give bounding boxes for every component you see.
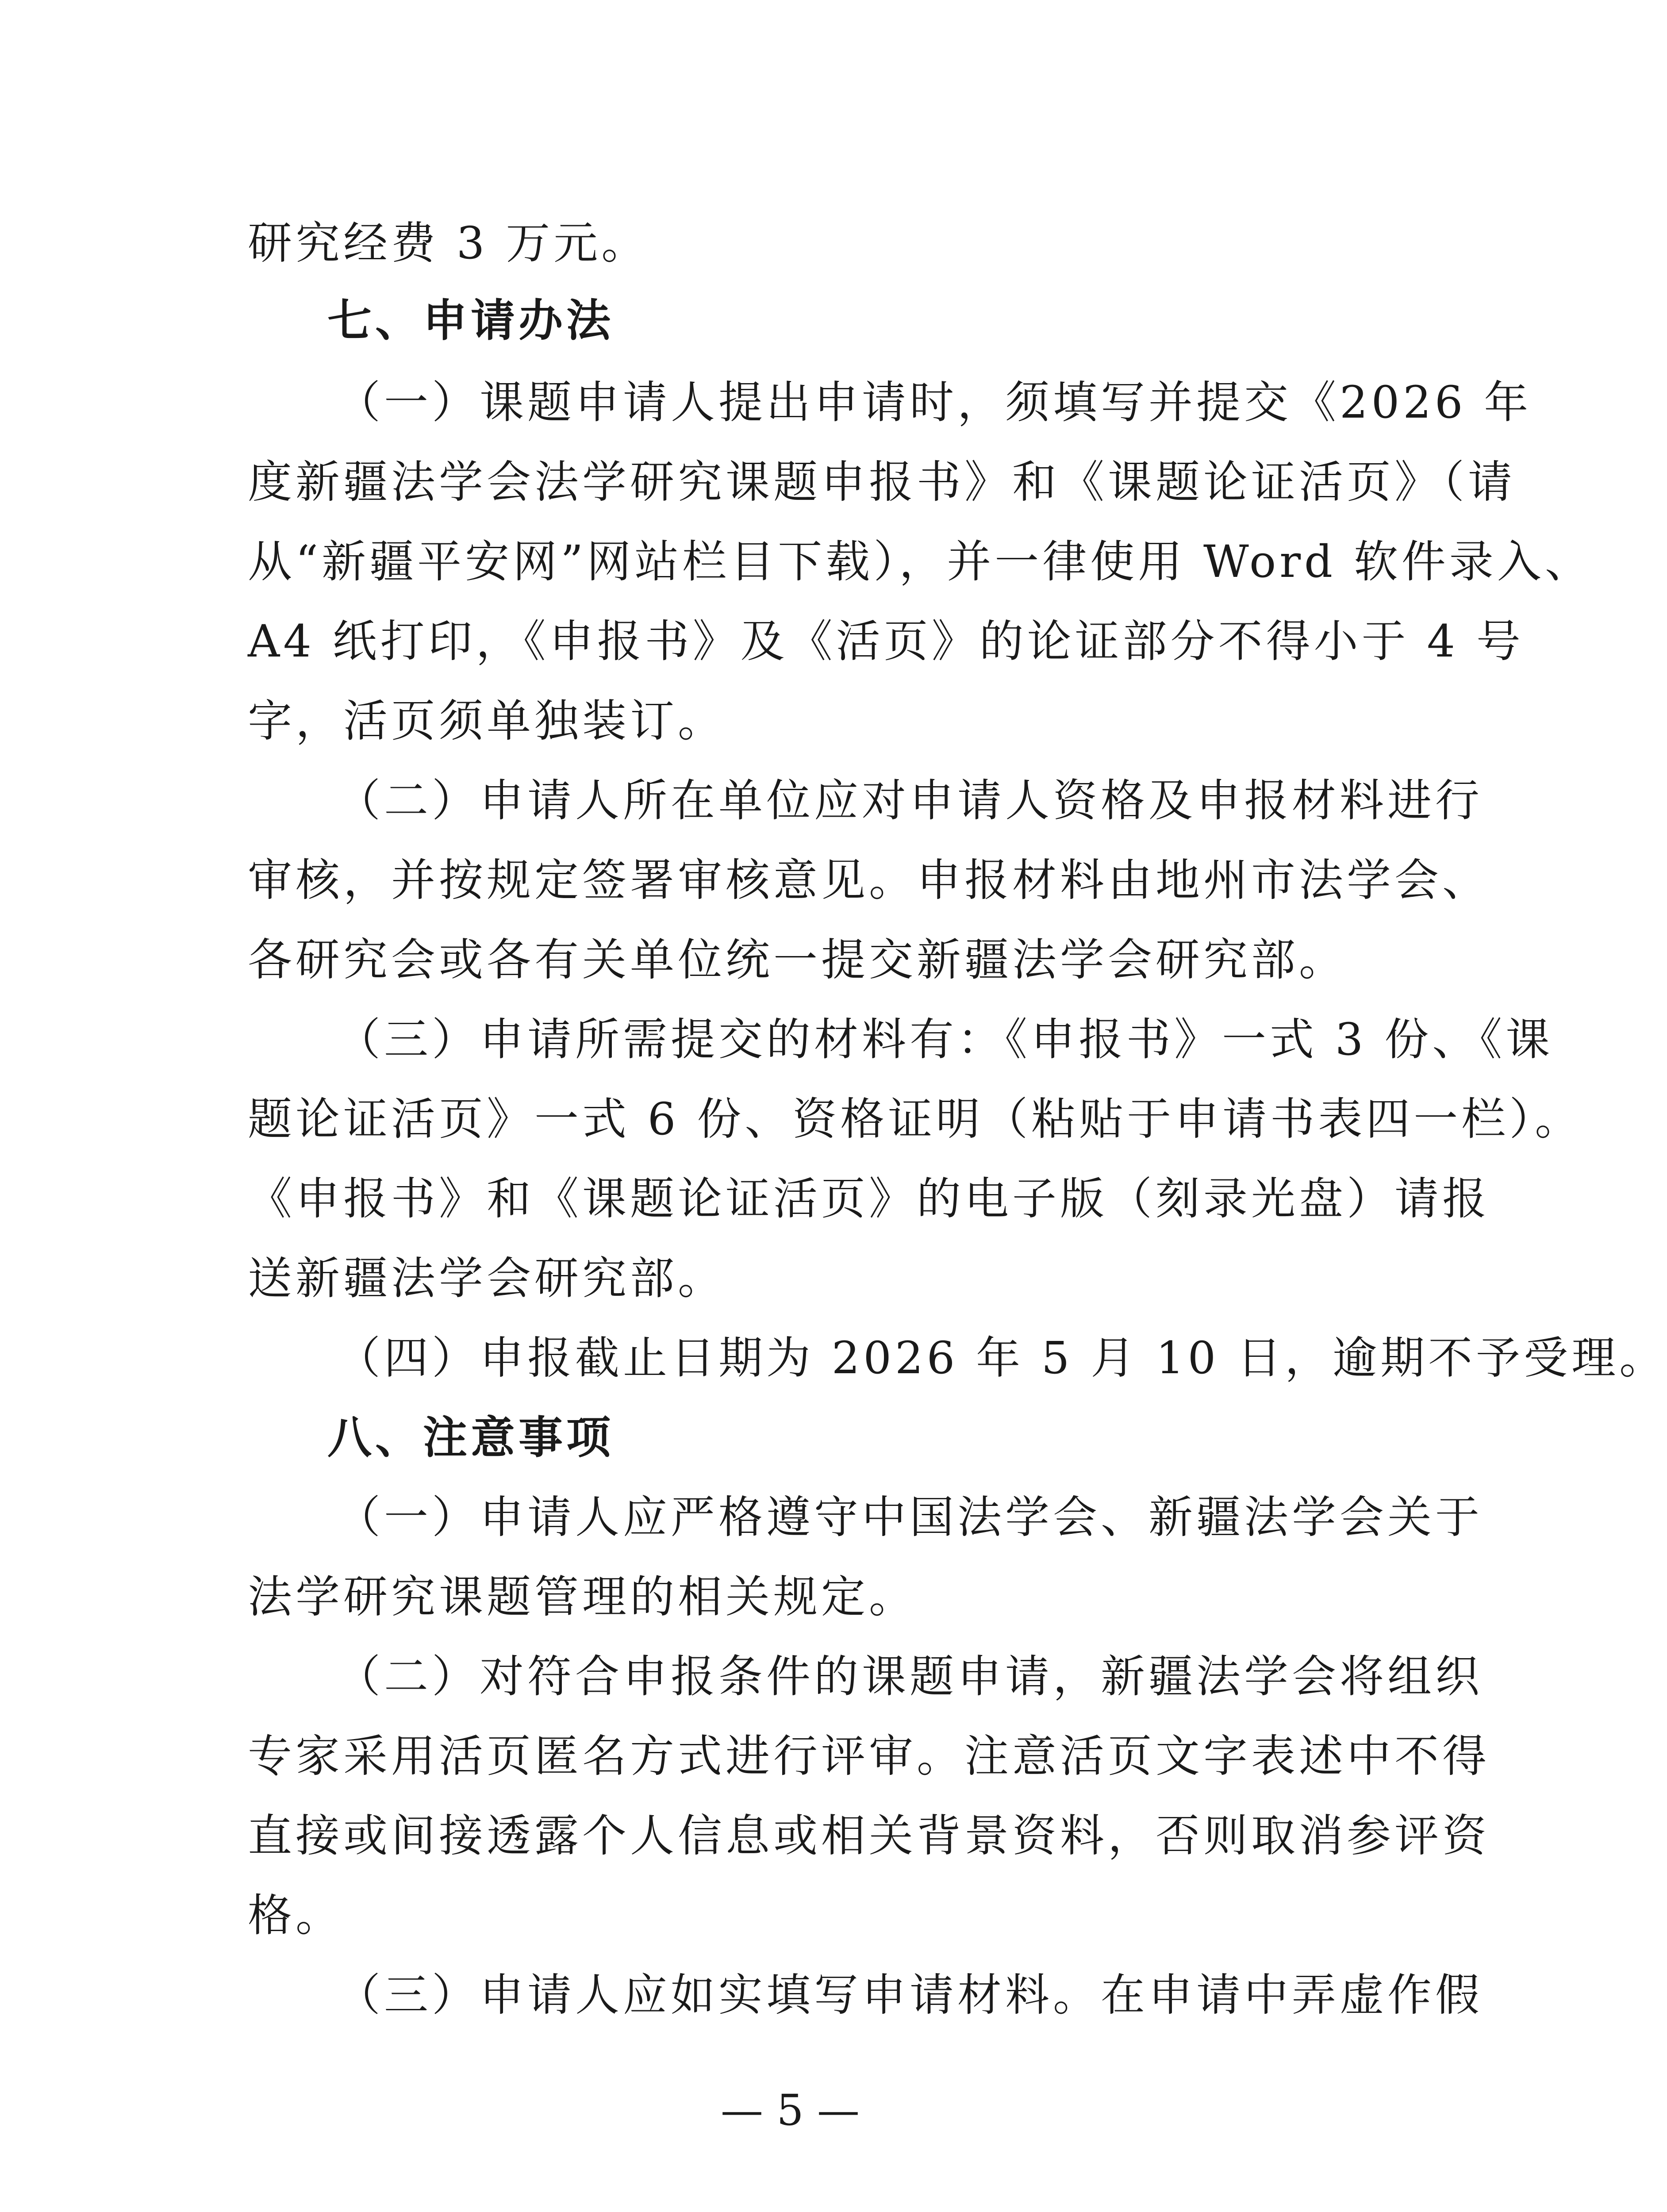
paragraph-line: （四）申报截止日期为 2026 年 5 月 10 日，逾期不予受理。	[336, 1332, 1667, 1384]
paragraph-line: A4 纸打印，《申报书》及《活页》的论证部分不得小于 4 号	[248, 615, 1524, 667]
paragraph-line: 送新疆法学会研究部。	[248, 1252, 726, 1304]
paragraph-line: （一）课题申请人提出申请时，须填写并提交《2026 年	[336, 376, 1532, 428]
paragraph-line: （三）申请人应如实填写申请材料。在申请中弄虚作假	[336, 1969, 1483, 2021]
paragraph-line: 法学研究课题管理的相关规定。	[248, 1571, 917, 1623]
section-heading-7: 七、申请办法	[327, 295, 614, 346]
paragraph-line: 题论证活页》一式 6 份、资格证明（粘贴于申请书表四一栏）。	[248, 1093, 1583, 1145]
paragraph-line: 字，活页须单独装订。	[248, 695, 726, 747]
section-heading-8: 八、注意事项	[327, 1412, 614, 1463]
paragraph-line: （三）申请所需提交的材料有：《申报书》一式 3 份、《课	[336, 1014, 1554, 1065]
paragraph-line: （二）申请人所在单位应对申请人资格及申报材料进行	[336, 775, 1483, 826]
paragraph-line: 直接或间接透露个人信息或相关背景资料，否则取消参评资	[248, 1810, 1490, 1862]
paragraph-line: 度新疆法学会法学研究课题申报书》和《课题论证活页》（请	[248, 456, 1516, 508]
paragraph-line: 专家采用活页匿名方式进行评审。注意活页文字表述中不得	[248, 1730, 1490, 1782]
paragraph-line: 《申报书》和《课题论证活页》的电子版（刻录光盘）请报	[248, 1173, 1490, 1225]
paragraph-line: （二）对符合申报条件的课题申请，新疆法学会将组织	[336, 1651, 1483, 1702]
paragraph-line: 研究经费 3 万元。	[248, 217, 649, 269]
paragraph-line: （一）申请人应严格遵守中国法学会、新疆法学会关于	[336, 1491, 1483, 1543]
paragraph-line: 各研究会或各有关单位统一提交新疆法学会研究部。	[248, 934, 1347, 986]
paragraph-line: 审核，并按规定签署审核意见。申报材料由地州市法学会、	[248, 854, 1490, 906]
paragraph-line: 格。	[248, 1889, 343, 1941]
page-number: — 5 —	[720, 2085, 860, 2135]
paragraph-line: 从“新疆平安网”网站栏目下载），并一律使用 Word 软件录入、	[248, 536, 1593, 588]
